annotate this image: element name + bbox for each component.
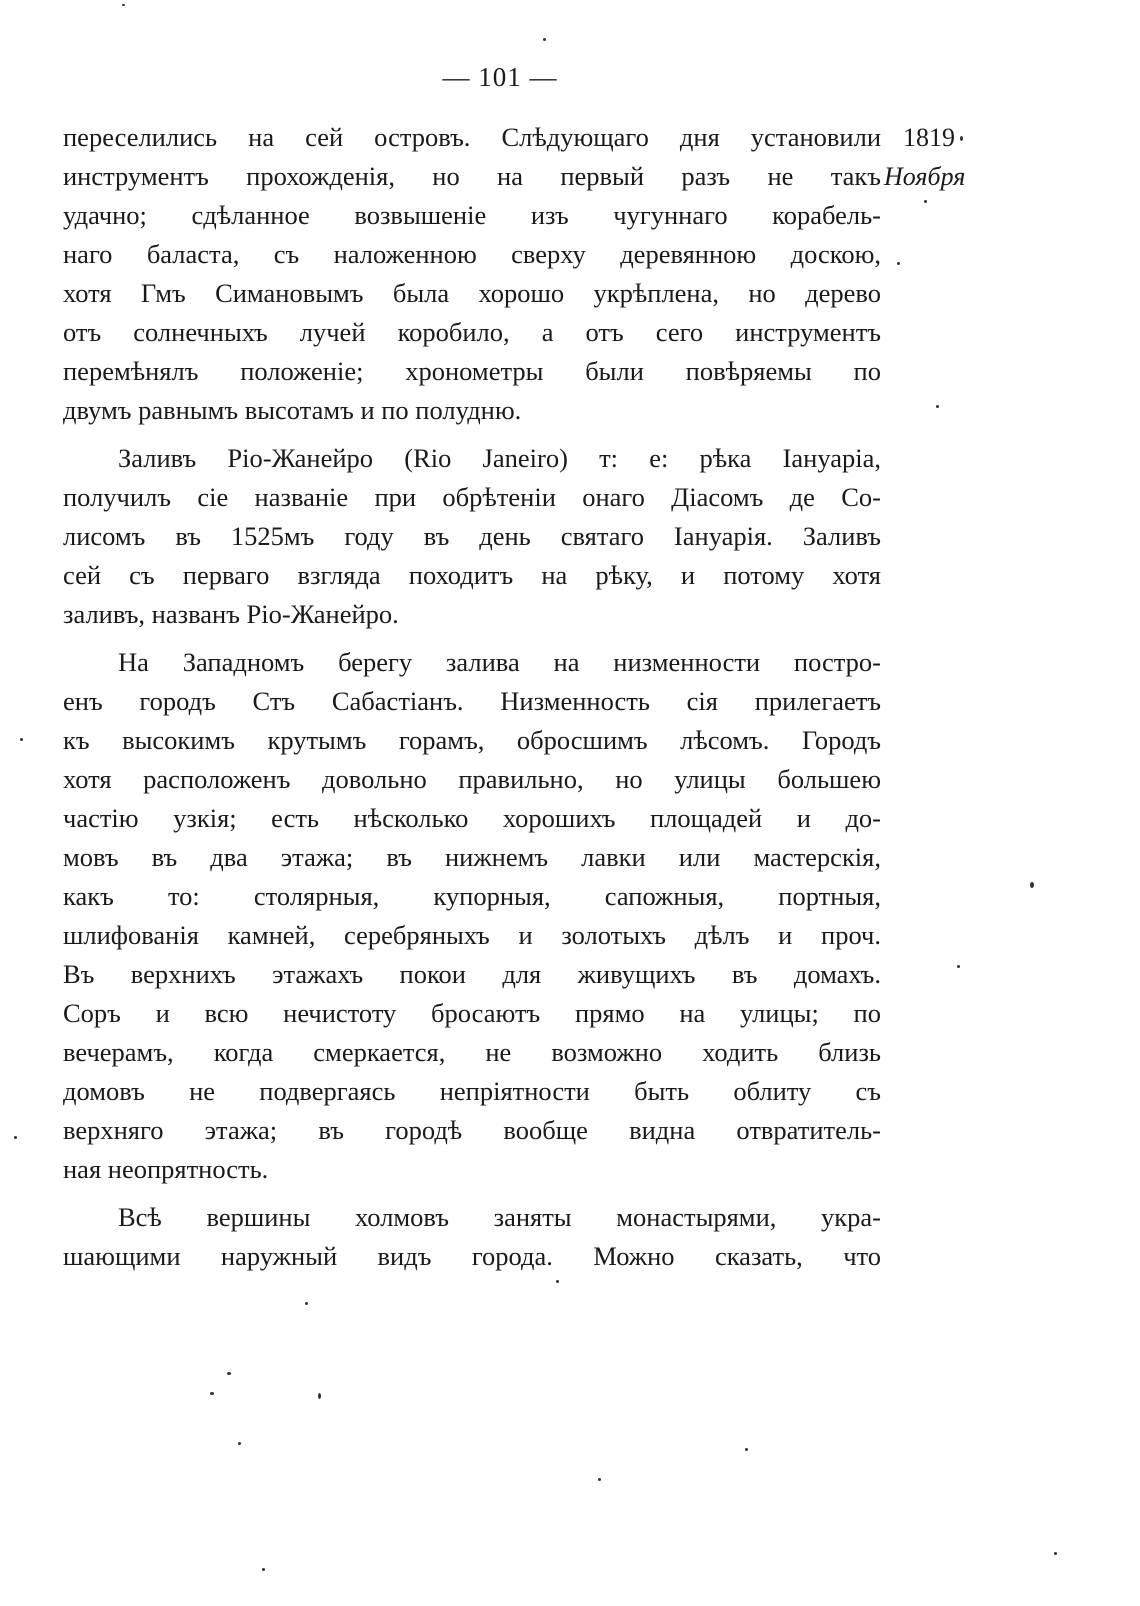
text-line: шающими наружный видъ города. Можно сказать, что	[63, 1241, 881, 1271]
scan-speck	[745, 1448, 748, 1451]
text-line: Въ верхнихъ этажахъ покои для живущихъ въ домахъ.	[63, 959, 881, 989]
paragraph	[63, 118, 881, 430]
text-line: верхняго этажа; въ городѣ вообще видна отвратитель-	[63, 1115, 881, 1145]
paragraph	[63, 1198, 881, 1276]
text-line: отъ солнечныхъ лучей коробило, а отъ сего инструментъ	[63, 317, 881, 347]
body-text	[63, 118, 881, 1276]
scan-speck	[960, 136, 963, 141]
text-line: двумъ равнымъ высотамъ и по полудню.	[63, 395, 522, 425]
scan-speck	[1030, 882, 1034, 888]
text-line: заливъ, названъ Ріо-Жанейро.	[63, 599, 399, 629]
text-line: мовъ въ два этажа; въ нижнемъ лавки или мастерскія,	[63, 842, 881, 872]
text-line: Всѣ вершины холмовъ заняты монастырями, укра-	[118, 1202, 881, 1232]
scan-speck	[210, 1392, 214, 1395]
scan-speck	[20, 738, 23, 741]
text-line: хотя Гмъ Симановымъ была хорошо укрѣплена, но дерево	[63, 278, 881, 308]
text-line: Заливъ Ріо-Жанейро (Rio Janeiro) т: е: рѣка Іануаріа,	[118, 443, 881, 473]
paragraph	[63, 439, 881, 634]
scan-speck	[305, 1302, 308, 1305]
text-line: переселились на сей островъ. Слѣдующаго дня установили	[63, 122, 881, 152]
scan-speck	[122, 4, 125, 6]
scan-speck	[936, 405, 939, 408]
page-number: — 101 —	[442, 62, 558, 92]
text-line: къ высокимъ крутымъ горамъ, обросшимъ лѣсомъ. Городъ	[63, 725, 881, 755]
scan-speck	[14, 1136, 17, 1139]
scan-speck	[924, 200, 927, 203]
scan-speck	[556, 1280, 559, 1283]
text-line: инструментъ прохожденія, но на первый разъ не такъ	[63, 161, 881, 191]
text-line: удачно; сдѣланное возвышеніе изъ чугуннаго корабель-	[63, 200, 881, 230]
scan-speck	[897, 262, 900, 265]
margin-note-year: 1819	[903, 123, 955, 152]
text-line: лисомъ въ 1525мъ году въ день святаго Іануарія. Заливъ	[63, 521, 881, 551]
paragraph	[63, 643, 881, 1189]
scan-speck	[238, 1442, 241, 1445]
scan-speck	[227, 1372, 231, 1375]
scan-speck	[957, 965, 960, 968]
text-line: вечерамъ, когда смеркается, не возможно ходить близь	[63, 1037, 881, 1067]
text-line: частію узкія; есть нѣсколько хорошихъ площадей и до-	[63, 803, 881, 833]
text-line: сей съ перваго взгляда походитъ на рѣку, и потому хотя	[63, 560, 881, 590]
text-line: На Западномъ берегу залива на низменности постро-	[118, 647, 881, 677]
text-line: какъ то: столярныя, купорныя, сапожныя, портныя,	[63, 881, 881, 911]
text-line: шлифованія камней, серебряныхъ и золотыхъ дѣлъ и проч.	[63, 920, 881, 950]
text-line: получилъ сіе названіе при обрѣтеніи онаго Діасомъ де Со-	[63, 482, 881, 512]
text-line: наго баласта, съ наложенною сверху деревянною доскою,	[63, 239, 881, 269]
text-line: Соръ и всю нечистоту бросаютъ прямо на улицы; по	[63, 998, 881, 1028]
text-line: ная неопрятность.	[63, 1154, 269, 1184]
scan-speck	[262, 1568, 265, 1571]
scan-speck	[543, 38, 546, 41]
scan-speck	[1054, 1552, 1057, 1555]
text-line: енъ городъ Стъ Сабастіанъ. Низменность сія прилегаетъ	[63, 686, 881, 716]
text-line: перемѣнялъ положеніе; хронометры были повѣряемы по	[63, 356, 881, 386]
scan-speck	[318, 1393, 321, 1399]
margin-note-month: Ноября	[884, 162, 966, 191]
text-line: хотя расположенъ довольно правильно, но улицы большею	[63, 764, 881, 794]
text-line: домовъ не подвергаясь непріятности быть облиту съ	[63, 1076, 881, 1106]
scan-speck	[598, 1478, 601, 1481]
